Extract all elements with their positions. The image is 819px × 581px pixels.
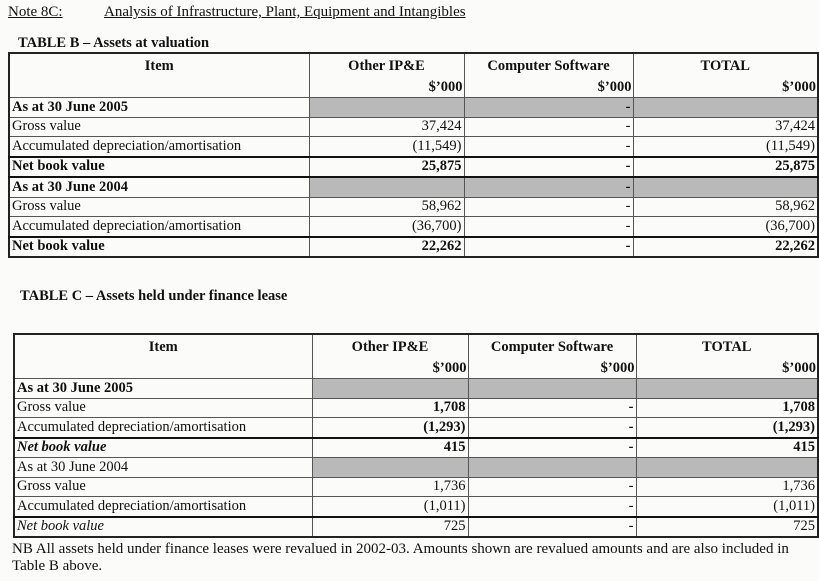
- cell-value: -: [464, 157, 633, 178]
- cell-value: (1,011): [636, 497, 818, 517]
- row-label: Accumulated depreciation/amortisation: [9, 217, 309, 237]
- row-label: Gross value: [9, 197, 309, 217]
- table-row: [9, 217, 818, 237]
- table-row: [9, 157, 818, 178]
- cell-value: 1,708: [636, 398, 818, 418]
- row-label: Accumulated depreciation/amortisation: [9, 137, 309, 157]
- table-row: [14, 477, 818, 497]
- table-row: [14, 418, 818, 438]
- table-row: [9, 237, 818, 258]
- note-title: Analysis of Infrastructure, Plant, Equipment and Intangibles: [104, 4, 466, 20]
- row-label: Net book value: [14, 438, 312, 458]
- column-unit: $’000: [428, 79, 463, 95]
- cell-value: (11,549): [309, 137, 464, 157]
- cell-value: 415: [636, 438, 818, 458]
- table-row: [14, 438, 818, 458]
- section-row: [14, 458, 818, 478]
- cell-value: 1,736: [636, 477, 818, 497]
- cell-value: (36,700): [633, 217, 818, 237]
- row-label: Net book value: [9, 237, 309, 258]
- cell-value: -: [464, 98, 633, 118]
- cell-value: [636, 458, 818, 478]
- column-header: [9, 53, 309, 98]
- cell-value: -: [468, 438, 636, 458]
- table-row: [9, 117, 818, 137]
- header-row: [14, 334, 818, 379]
- cell-value: -: [464, 137, 633, 157]
- row-label: Accumulated depreciation/amortisation: [14, 418, 312, 438]
- cell-value: [468, 379, 636, 399]
- cell-value: 25,875: [633, 157, 818, 178]
- cell-value: (1,011): [312, 497, 468, 517]
- row-label: As at 30 June 2004: [14, 458, 312, 478]
- table-c: [13, 333, 819, 538]
- cell-value: 1,736: [312, 477, 468, 497]
- column-name: Item: [144, 58, 174, 74]
- column-name: Other IP&E: [348, 58, 425, 74]
- column-name: Item: [148, 339, 178, 355]
- column-header: [14, 334, 312, 379]
- cell-value: 415: [312, 438, 468, 458]
- column-unit: $’000: [432, 360, 467, 376]
- cell-value: [309, 98, 464, 118]
- column-unit: $’000: [600, 360, 635, 376]
- section-row: [14, 379, 818, 399]
- column-name: Other IP&E: [351, 339, 429, 355]
- header-row: [9, 53, 818, 98]
- column-unit: $’000: [597, 79, 632, 95]
- column-unit: $’000: [782, 79, 816, 95]
- column-unit: $’000: [782, 360, 816, 376]
- cell-value: 58,962: [309, 197, 464, 217]
- column-header: [633, 53, 818, 98]
- cell-value: [312, 379, 468, 399]
- table-row: [14, 497, 818, 517]
- row-label: As at 30 June 2005: [14, 379, 312, 399]
- cell-value: 25,875: [309, 157, 464, 178]
- row-label: Accumulated depreciation/amortisation: [14, 497, 312, 517]
- column-header: [468, 334, 636, 379]
- cell-value: 37,424: [633, 117, 818, 137]
- cell-value: -: [464, 237, 633, 258]
- row-label: Net book value: [9, 157, 309, 178]
- cell-value: [309, 177, 464, 197]
- column-header: [312, 334, 468, 379]
- column-name: TOTAL: [700, 58, 750, 74]
- column-name: Computer Software: [487, 58, 610, 74]
- cell-value: -: [464, 177, 633, 197]
- cell-value: -: [464, 197, 633, 217]
- cell-value: [633, 177, 818, 197]
- row-label: Gross value: [9, 117, 309, 137]
- column-header: [309, 53, 464, 98]
- cell-value: [636, 379, 818, 399]
- cell-value: -: [468, 477, 636, 497]
- cell-value: -: [468, 418, 636, 438]
- section-row: [9, 177, 818, 197]
- cell-value: -: [468, 398, 636, 418]
- column-name: Computer Software: [490, 339, 614, 355]
- cell-value: 1,708: [312, 398, 468, 418]
- table-c-title: TABLE C – Assets held under finance lease: [20, 288, 288, 304]
- table-row: [14, 517, 818, 538]
- table-b: [8, 52, 819, 258]
- row-label: As at 30 June 2005: [9, 98, 309, 118]
- table-row: [9, 137, 818, 157]
- cell-value: [633, 98, 818, 118]
- table-row: [14, 398, 818, 418]
- cell-value: -: [464, 117, 633, 137]
- column-header: [636, 334, 818, 379]
- cell-value: (11,549): [633, 137, 818, 157]
- section-row: [9, 98, 818, 118]
- cell-value: 725: [312, 517, 468, 538]
- cell-value: 58,962: [633, 197, 818, 217]
- cell-value: 22,262: [309, 237, 464, 258]
- cell-value: 22,262: [633, 237, 818, 258]
- row-label: As at 30 June 2004: [9, 177, 309, 197]
- cell-value: 37,424: [309, 117, 464, 137]
- footnote: NB All assets held under finance leases were revalued in 2002-03. Amounts shown are revalued amounts and are also included in Table B above.: [12, 541, 789, 574]
- row-label: Gross value: [14, 477, 312, 497]
- cell-value: -: [468, 517, 636, 538]
- cell-value: (1,293): [312, 418, 468, 438]
- table-row: [9, 197, 818, 217]
- column-header: [464, 53, 633, 98]
- cell-value: 725: [636, 517, 818, 538]
- note-heading: [8, 4, 466, 21]
- cell-value: [312, 458, 468, 478]
- cell-value: (1,293): [636, 418, 818, 438]
- row-label: Gross value: [14, 398, 312, 418]
- column-name: TOTAL: [702, 339, 752, 355]
- table-b-title: TABLE B – Assets at valuation: [18, 35, 210, 51]
- cell-value: (36,700): [309, 217, 464, 237]
- cell-value: [468, 458, 636, 478]
- cell-value: -: [468, 497, 636, 517]
- row-label: Net book value: [14, 517, 312, 538]
- cell-value: -: [464, 217, 633, 237]
- note-label: Note 8C:: [8, 4, 63, 20]
